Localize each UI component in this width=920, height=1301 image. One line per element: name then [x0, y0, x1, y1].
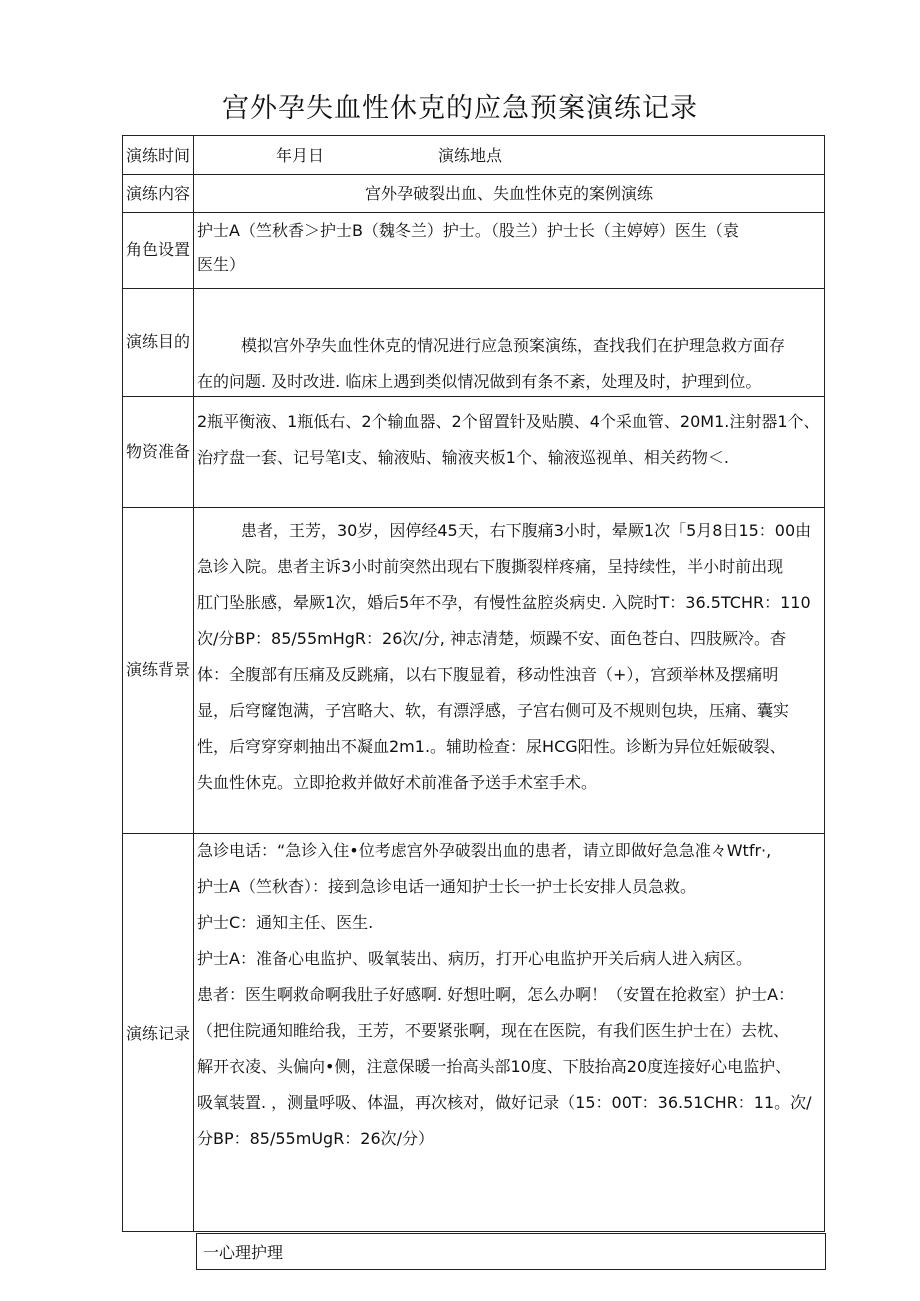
background-line: 显，后穹窿饱满，子宫略大、软，有漂浮感，子宫右侧可及不规则包块，压痛、囊实: [197, 701, 790, 720]
record-line: 护士A：准备心电监护、吸氧装出、病历，打开心电监护开关后病人进入病区。: [197, 949, 752, 968]
label-role-setting: 角色设置: [125, 240, 190, 259]
label-drill-record: 演练记录: [125, 1024, 190, 1043]
row-divider: [123, 174, 824, 175]
label-drill-background: 演练背景: [125, 660, 190, 679]
background-line: 次/分BP：85/55mHgR：26次/分, 神志清楚，烦躁不安、面色苍白、四肢厥冷。杳: [197, 629, 786, 648]
role-setting-text: [197, 214, 820, 282]
background-line: 失血性休克。立即抢救并做好术前准备予送手术室手术。: [197, 773, 598, 792]
label-drill-purpose: 演练目的: [125, 332, 190, 351]
drill-content-value: 宫外孕破裂出血、失血性休克的案例演练: [364, 184, 653, 203]
row-divider: [123, 212, 824, 213]
record-line: （把住院通知睢给我，王芳，不要紧张啊，现在在医院，有我们医生护士在）去枕、: [197, 1021, 790, 1040]
record-line: 分BP：85/55mUgR：26次/分）: [197, 1129, 435, 1148]
label-drill-content: 演练内容: [125, 184, 190, 203]
materials-text: [197, 404, 820, 476]
column-divider: [193, 136, 194, 1231]
materials-line: 治疗盘一套、记号笔I支、输液贴、输液夹板1个、输液巡视单、相关药物＜.: [197, 448, 729, 467]
drill-purpose-text: [197, 328, 820, 400]
background-line: 体：全腹部有压痛及反跳痛，以右下腹显着，移动性浊音（+），宫颈举林及摆痛明: [197, 665, 779, 684]
background-line: 急诊入院。患者主诉3小时前突然出现右下腹撕裂样疼痛，呈持续性，半小时前出现: [197, 557, 784, 576]
drill-date: 年月日: [276, 146, 325, 165]
purpose-line: 在的问题. 及时改进. 临床上遇到类似情况做到有条不紊，处理及时，护理到位。: [197, 372, 762, 391]
background-line: 患者，王芳，30岁，因停经45天，右下腹痛3小时，晕厥1次「5月8日15：00由: [241, 521, 812, 540]
row-divider: [123, 507, 824, 508]
background-line: 性，后穹穿穿刺抽出不凝血2m1.。辅助检查：尿HCG阳性。诊断为异位妊娠破裂、: [197, 737, 786, 756]
document-title: 宫外孕失血性休克的应急预案演练记录: [222, 93, 698, 124]
psychological-care-box: 一心理护理: [196, 1233, 826, 1270]
drill-record-text: [197, 833, 820, 1157]
record-line: 解开衣凌、头偏向•侧，注意保暖一抬高头部10度、下肢抬高20度连接好心电监护、: [197, 1057, 792, 1076]
background-line: 肛门坠胀感，晕厥1次，婚后5年不孕，有慢性盆腔炎病史. 入院时T：36.5TCHR：110: [197, 593, 811, 612]
record-line: 吸氧装置. ，测量呼吸、体温，再次核对，做好记录（15：00T：36.51CHR：11。次/: [197, 1093, 812, 1112]
role-line: 护士A（竺秋香＞护士B（魏冬兰）护士。（股兰）护士长（主婷婷）医生（袁: [197, 221, 739, 240]
record-line: 急诊电话：“急诊入住•位考虑宫外孕破裂出血的患者，请立即做好急急准々Wtfr·,: [197, 841, 772, 860]
record-line: 患者：医生啊救命啊我肚子好感啊. 好想吐啊，怎么办啊！（安置在抢救室）护士A：: [197, 985, 795, 1004]
label-materials: 物资准备: [125, 442, 190, 461]
label-drill-time: 演练时间: [125, 146, 190, 165]
drill-background-text: [197, 513, 820, 801]
role-line: 医生）: [197, 255, 246, 274]
record-line: 护士C：通知主任、医生.: [197, 913, 374, 932]
record-line: 护士A（竺秋杳）：接到急诊电话一通知护士长一护士长安排人员急救。: [197, 877, 696, 896]
purpose-line: 模拟宫外孕失血性休克的情况进行应急预案演练，查找我们在护理急救方面存: [241, 336, 786, 355]
materials-line: 2瓶平衡液、1瓶低右、2个输血器、2个留置针及贴膜、4个采血管、20M1.注射器1个、: [197, 412, 820, 431]
label-drill-place: 演练地点: [438, 146, 503, 165]
drill-record-table: [122, 135, 825, 1232]
row-divider: [123, 288, 824, 289]
